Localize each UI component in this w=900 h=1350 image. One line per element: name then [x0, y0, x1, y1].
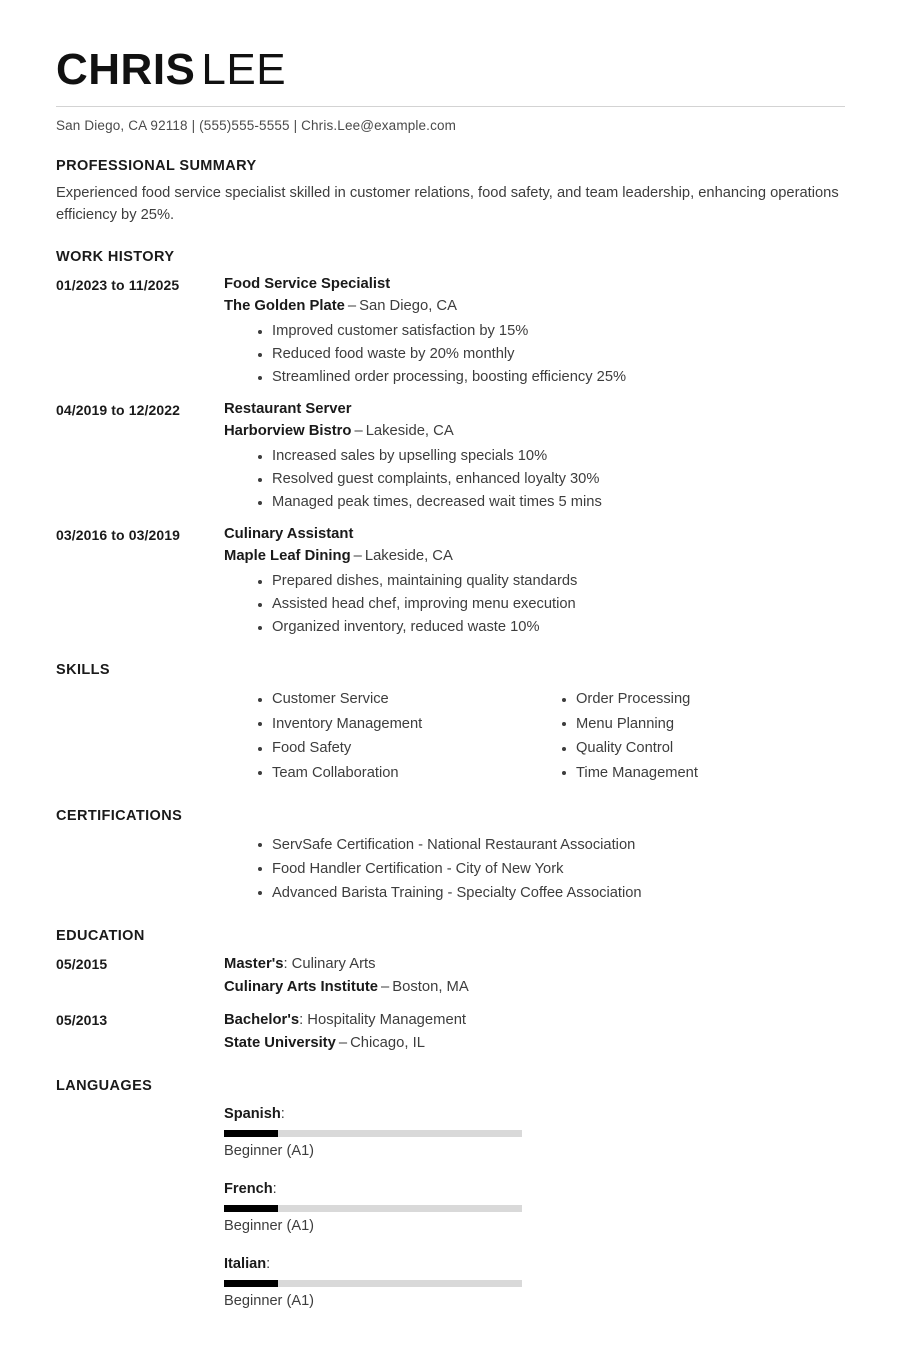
separator-dash: – [347, 298, 357, 314]
section-title-languages: LANGUAGES [56, 1078, 153, 1094]
education-degree [224, 953, 845, 976]
skill-item: Menu Planning [528, 712, 832, 737]
certifications-list [224, 833, 845, 905]
education-location: Boston, MA [392, 979, 469, 995]
language-label: French [224, 1181, 273, 1197]
language-name [224, 1104, 540, 1124]
work-bullet: Managed peak times, decreased wait times 5 mins [224, 491, 845, 514]
education-date: 05/2015 [56, 956, 108, 972]
work-location: Lakeside, CA [364, 548, 453, 564]
work-bullet: Resolved guest complaints, enhanced loyalty 30% [224, 468, 845, 491]
degree-label: Master's [224, 956, 284, 972]
skills-list [224, 687, 528, 785]
language-label: Italian [224, 1256, 267, 1272]
certification-item: Advanced Barista Training - Specialty Coffee Association [224, 881, 845, 905]
separator-dash: – [353, 548, 362, 564]
skills-column-left [224, 687, 528, 785]
work-entry [56, 524, 845, 639]
education-degree [224, 1009, 845, 1032]
language-item [224, 1104, 540, 1162]
work-job-title: Culinary Assistant [224, 526, 354, 542]
work-company-location [224, 545, 845, 567]
language-proficiency-bar [224, 1130, 522, 1137]
language-proficiency-bar [224, 1280, 522, 1287]
section-title-summary: PROFESSIONAL SUMMARY [56, 158, 257, 174]
language-name [224, 1254, 540, 1274]
language-colon: : [280, 1106, 285, 1122]
language-label: Spanish [224, 1106, 281, 1122]
work-job-title: Restaurant Server [224, 401, 352, 417]
work-job-title: Food Service Specialist [224, 276, 391, 292]
section-professional-summary [56, 157, 845, 226]
skills-column-right [528, 687, 832, 785]
work-bullet-list [224, 570, 845, 639]
education-entry [56, 953, 845, 999]
section-skills [56, 661, 845, 785]
section-education [56, 927, 845, 1055]
work-dates: 01/2023 to 11/2025 [56, 277, 180, 293]
language-level: Beginner (A1) [224, 1293, 315, 1309]
work-bullet-list [224, 445, 845, 514]
candidate-name [56, 44, 845, 96]
education-school-location [224, 1032, 845, 1055]
education-school: State University [224, 1035, 336, 1051]
last-name: LEE [201, 45, 287, 94]
skill-item: Inventory Management [224, 712, 528, 737]
separator-dash: – [381, 979, 390, 995]
header-divider [56, 106, 845, 107]
education-school: Culinary Arts Institute [224, 979, 379, 995]
degree-label: Bachelor's [224, 1012, 300, 1028]
work-company: The Golden Plate [224, 298, 345, 314]
certifications-body [224, 833, 845, 905]
work-entry [56, 399, 845, 514]
skill-item: Quality Control [528, 736, 832, 761]
work-bullet-list [224, 320, 845, 389]
education-entry [56, 1009, 845, 1055]
work-dates: 03/2016 to 03/2019 [56, 527, 181, 543]
section-work-history [56, 248, 845, 639]
work-bullet: Increased sales by upselling specials 10% [224, 445, 845, 468]
section-title-skills: SKILLS [56, 662, 110, 678]
language-level: Beginner (A1) [224, 1218, 315, 1234]
work-company-location [224, 420, 845, 442]
education-date: 05/2013 [56, 1012, 108, 1028]
work-company: Harborview Bistro [224, 423, 352, 439]
degree-field: : Hospitality Management [299, 1012, 467, 1028]
skill-item: Food Safety [224, 736, 528, 761]
education-details [224, 953, 845, 999]
separator-dash: – [338, 1035, 348, 1051]
work-bullet: Improved customer satisfaction by 15% [224, 320, 845, 343]
education-details [224, 1009, 845, 1055]
work-company-location [224, 295, 845, 317]
work-bullet: Organized inventory, reduced waste 10% [224, 616, 845, 639]
summary-text: Experienced food service specialist skilled in customer relations, food safety, and team leadership, enhancing operations efficiency by 25%. [56, 185, 839, 223]
work-details [224, 399, 845, 514]
work-location: Lakeside, CA [365, 423, 454, 439]
degree-field: : Culinary Arts [283, 956, 376, 972]
language-proficiency-fill [224, 1280, 278, 1287]
section-languages [56, 1077, 845, 1329]
skills-list [528, 687, 832, 785]
language-colon: : [272, 1181, 277, 1197]
first-name: CHRIS [56, 45, 196, 94]
contact-line: San Diego, CA 92118 | (555)555-5555 | Chris.Lee@example.com [56, 118, 457, 133]
section-title-certifications: CERTIFICATIONS [56, 808, 183, 824]
skill-item: Order Processing [528, 687, 832, 712]
work-bullet: Prepared dishes, maintaining quality standards [224, 570, 845, 593]
work-details [224, 524, 845, 639]
work-entry [56, 274, 845, 389]
work-company: Maple Leaf Dining [224, 548, 351, 564]
education-location: Chicago, IL [350, 1035, 425, 1051]
work-bullet: Reduced food waste by 20% monthly [224, 343, 845, 366]
language-name [224, 1179, 540, 1199]
certification-item: Food Handler Certification - City of New York [224, 857, 845, 881]
work-bullet: Assisted head chef, improving menu execution [224, 593, 845, 616]
skill-item: Time Management [528, 761, 832, 786]
education-school-location [224, 976, 845, 999]
work-details [224, 274, 845, 389]
work-bullet: Streamlined order processing, boosting efficiency 25% [224, 366, 845, 389]
languages-grid [224, 1104, 845, 1329]
language-proficiency-fill [224, 1205, 278, 1212]
language-proficiency-fill [224, 1130, 278, 1137]
separator-dash: – [354, 423, 363, 439]
work-location: San Diego, CA [359, 298, 457, 314]
section-title-work-history: WORK HISTORY [56, 249, 175, 265]
certification-item: ServSafe Certification - National Restaurant Association [224, 833, 845, 857]
language-item [224, 1179, 540, 1237]
language-item [224, 1254, 540, 1312]
work-dates: 04/2019 to 12/2022 [56, 402, 181, 418]
section-title-education: EDUCATION [56, 928, 145, 944]
language-colon: : [266, 1256, 271, 1272]
section-certifications [56, 807, 845, 905]
language-level: Beginner (A1) [224, 1143, 315, 1159]
skills-columns [224, 687, 845, 785]
language-proficiency-bar [224, 1205, 522, 1212]
skill-item: Team Collaboration [224, 761, 528, 786]
skill-item: Customer Service [224, 687, 528, 712]
